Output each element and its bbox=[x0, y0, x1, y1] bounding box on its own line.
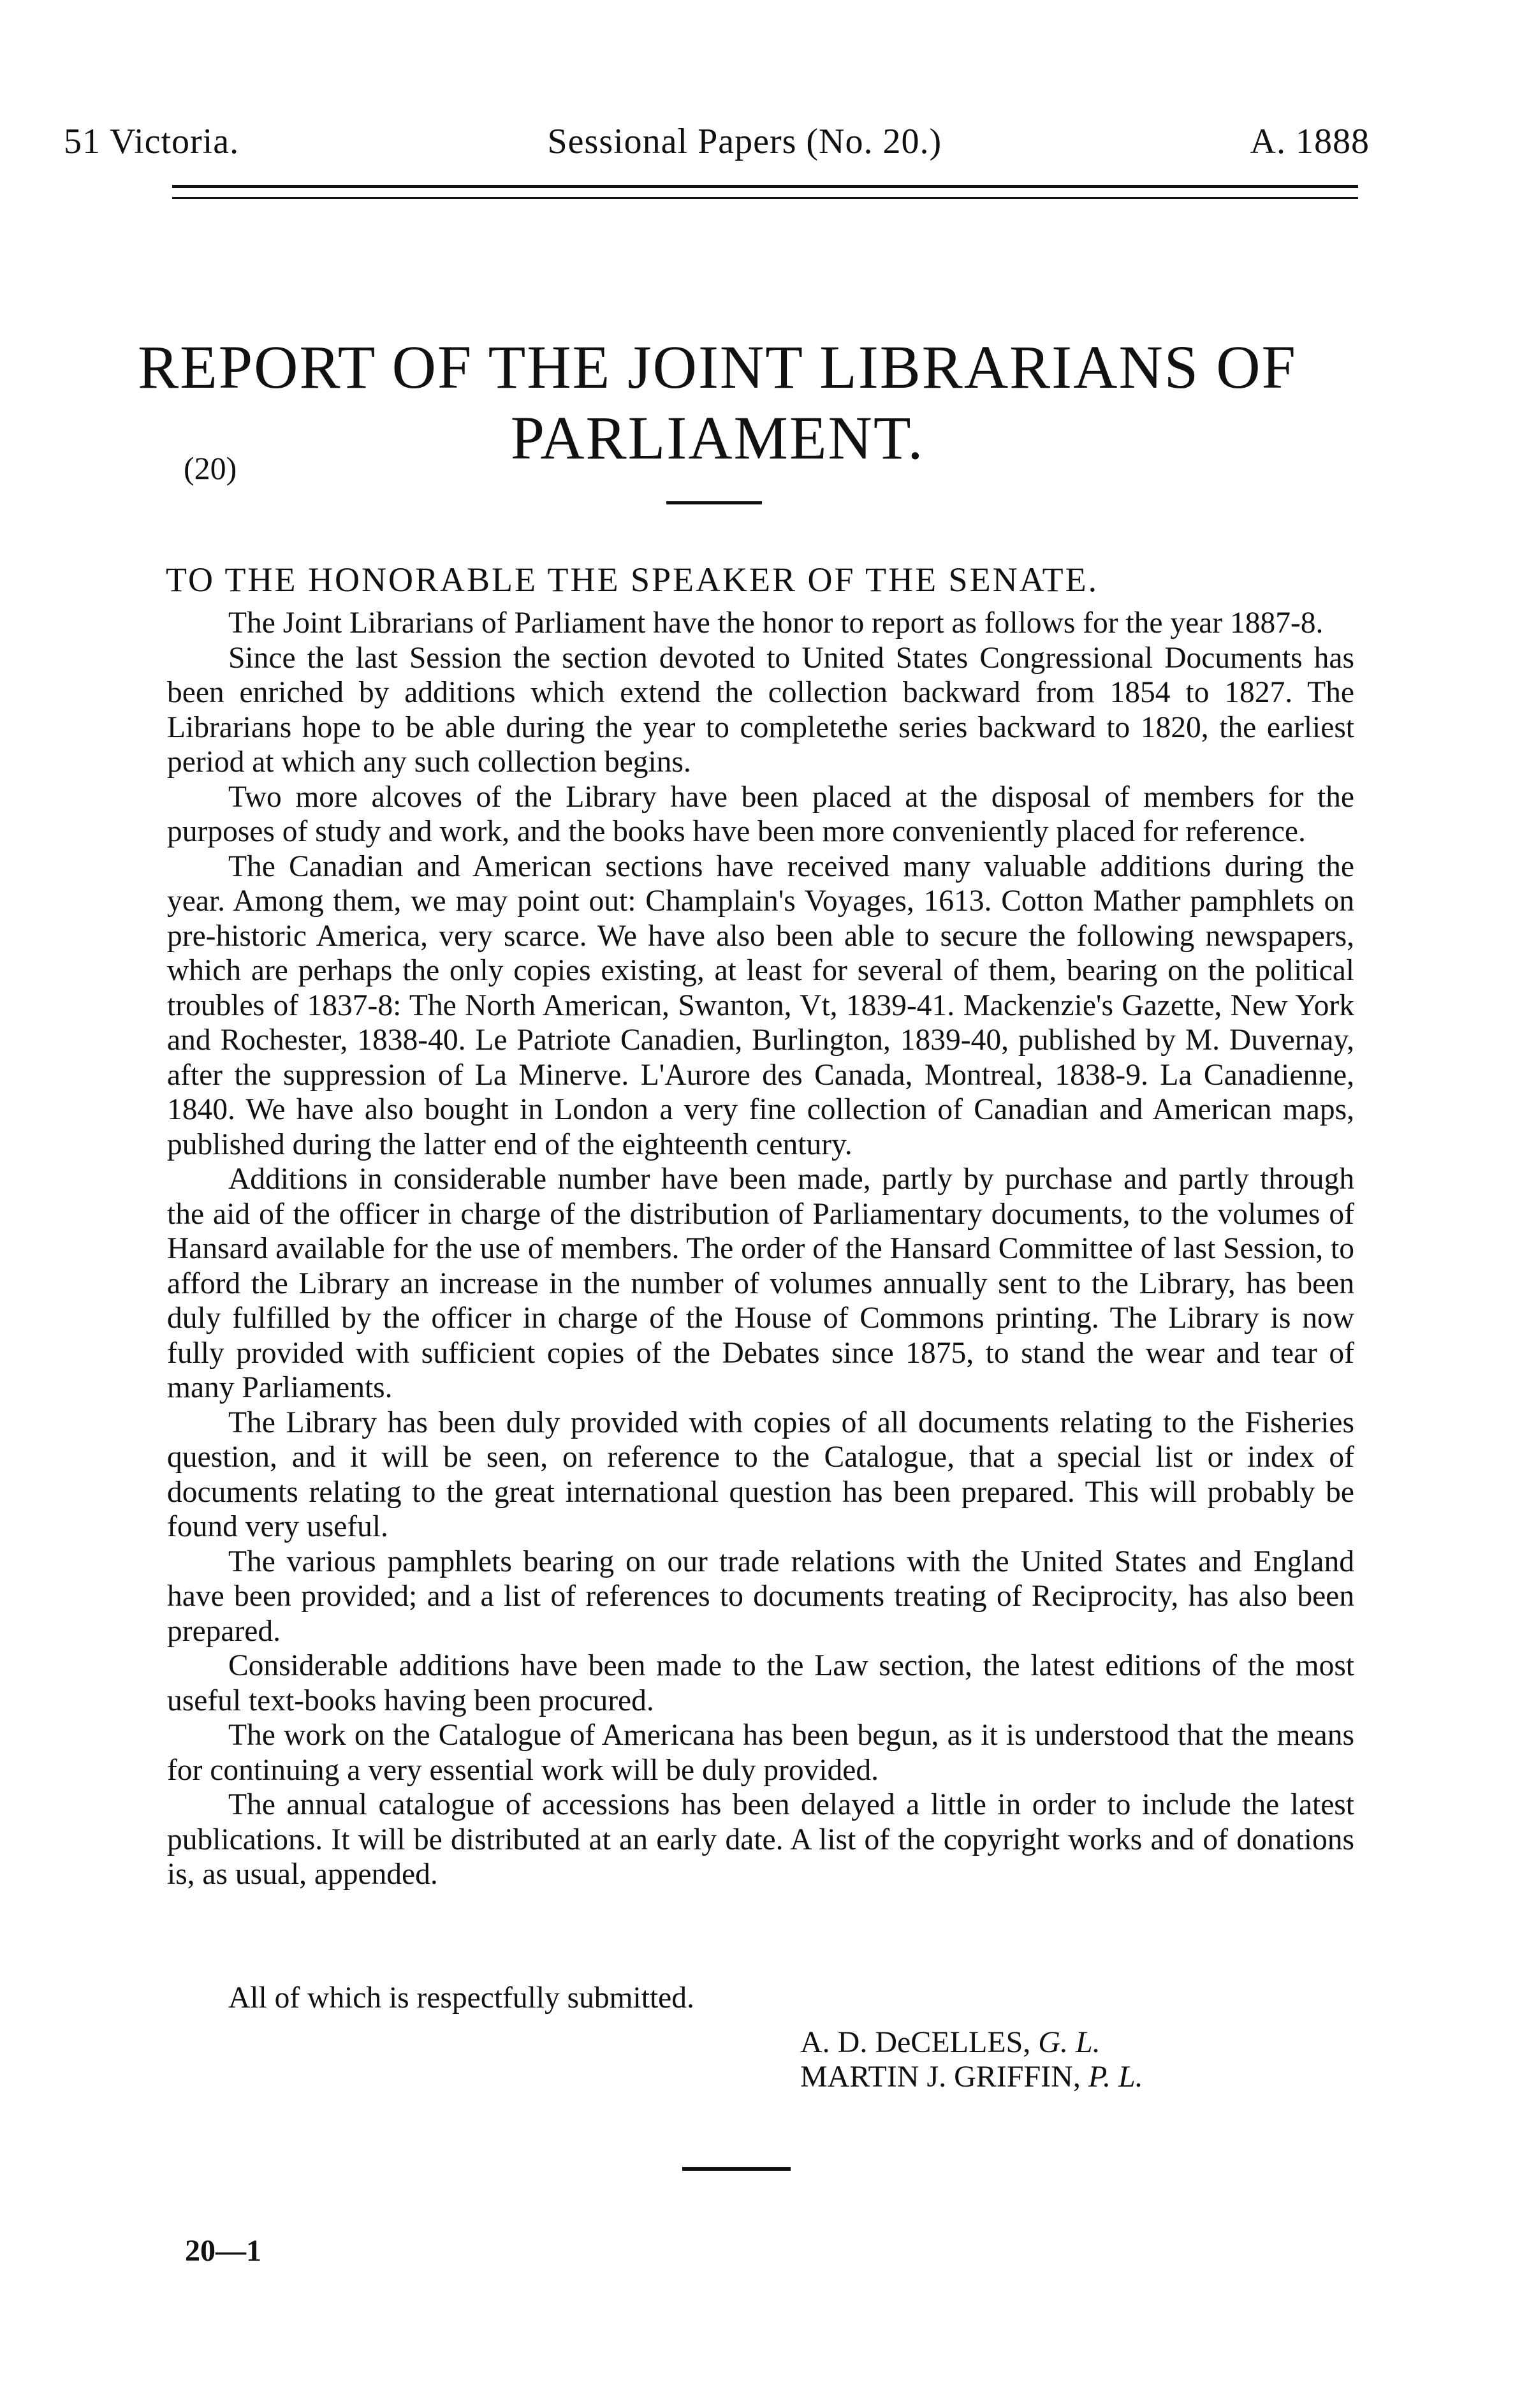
header-year: A. 1888 bbox=[1250, 122, 1370, 161]
signature-line bbox=[800, 2060, 1143, 2094]
signature-block bbox=[800, 2025, 1143, 2094]
report-title: REPORT OF THE JOINT LIBRARIANS OF PARLIAMENT. bbox=[138, 333, 1297, 472]
paragraph: The annual catalogue of accessions has been delayed a little in order to include the latest publications. It will be distributed at an early date. A list of the copyright works and of donations is, as usual, appended. bbox=[167, 1788, 1354, 1891]
signatory-title: P. L. bbox=[1088, 2060, 1143, 2094]
paragraph: Two more alcoves of the Library have been placed at the disposal of members for the purposes of study and work, and the books have been more conveniently placed for reference. bbox=[167, 780, 1354, 848]
signatory-name: A. D. DeCELLES, bbox=[800, 2025, 1031, 2059]
signature-line bbox=[800, 2025, 1143, 2060]
paragraph: The Library has been duly provided with copies of all documents relating to the Fisheries question, and it will be seen, on reference to the Catalogue, that a special list or index of documents relating to the great international question has been prepared. This will probably be found very useful. bbox=[167, 1406, 1354, 1543]
document-number: (20) bbox=[184, 450, 237, 486]
report-body bbox=[167, 606, 1354, 1892]
paragraph: The work on the Catalogue of Americana has been begun, as it is understood that the means for continuing a very essential work will be duly provided. bbox=[167, 1719, 1354, 1787]
closing-text: All of which is respectfully submitted. bbox=[228, 1981, 694, 2015]
paragraph: The various pamphlets bearing on our trade relations with the United States and England have been provided; and a list of references to documents treating of Reciprocity, has also been prepared. bbox=[167, 1545, 1354, 1648]
footer-divider bbox=[682, 2167, 791, 2171]
running-header bbox=[64, 121, 1370, 162]
header-double-rule bbox=[172, 185, 1358, 199]
signatory-title: G. L. bbox=[1038, 2025, 1101, 2059]
paragraph: Additions in considerable number have been made, partly by purchase and partly through the aid of the officer in charge of the distribution of Parliamentary documents, to the volumes of Hansard available for the use of members. The order of the Hansard Committee of last Session, to afford the Library an increase in the number of volumes annually sent to the Library, has been duly fulfilled by the officer in charge of the House of Commons printing. The Library is now fully provided with sufficient copies of the Debates since 1875, to stand the wear and tear of many Parliaments. bbox=[167, 1163, 1354, 1404]
paragraph: Since the last Session the section devoted to United States Congressional Documents has been enriched by additions which extend the collection backward from 1854 to 1827. The Librarians hope to be able during the year to completethe series backward to 1820, the earliest period at which any such collection begins. bbox=[167, 641, 1354, 779]
closing-line bbox=[167, 1981, 1354, 2015]
addressee: TO THE HONORABLE THE SPEAKER OF THE SENATE. bbox=[166, 561, 1099, 599]
signatory-name: MARTIN J. GRIFFIN, bbox=[800, 2060, 1081, 2094]
title-divider bbox=[666, 501, 762, 504]
header-regnal-year: 51 Victoria. bbox=[64, 122, 240, 161]
paragraph: The Canadian and American sections have received many valuable additions during the year. Among them, we may point out: Champlain's Voyages, 1613. Cotton Mather pamphlets on pre-historic America, very scarce. We have also been able to secure the following newspapers, which are perhaps the only copies existing, at least for several of them, bearing on the political troubles of 1837-8: The North American, Swanton, Vt, 1839-41. Mackenzie's Gazette, New York and Rochester, 1838-40. Le Patriote Canadien, Burlington, 1839-40, published by M. Duvernay, after the suppression of La Minerve. L'Aurore des Canada, Montreal, 1838-9. La Canadienne, 1840. We have also bought in London a very fine collection of Canadian and American maps, published during the latter end of the eighteenth century. bbox=[167, 849, 1354, 1161]
printer-signature-mark: 20—1 bbox=[185, 2234, 261, 2268]
paragraph: The Joint Librarians of Parliament have the honor to report as follows for the year 1887-8. bbox=[228, 606, 1324, 640]
header-sessional-papers: Sessional Papers (No. 20.) bbox=[547, 122, 942, 161]
paragraph: Considerable additions have been made to the Law section, the latest editions of the most useful text-books having been procured. bbox=[167, 1649, 1354, 1717]
